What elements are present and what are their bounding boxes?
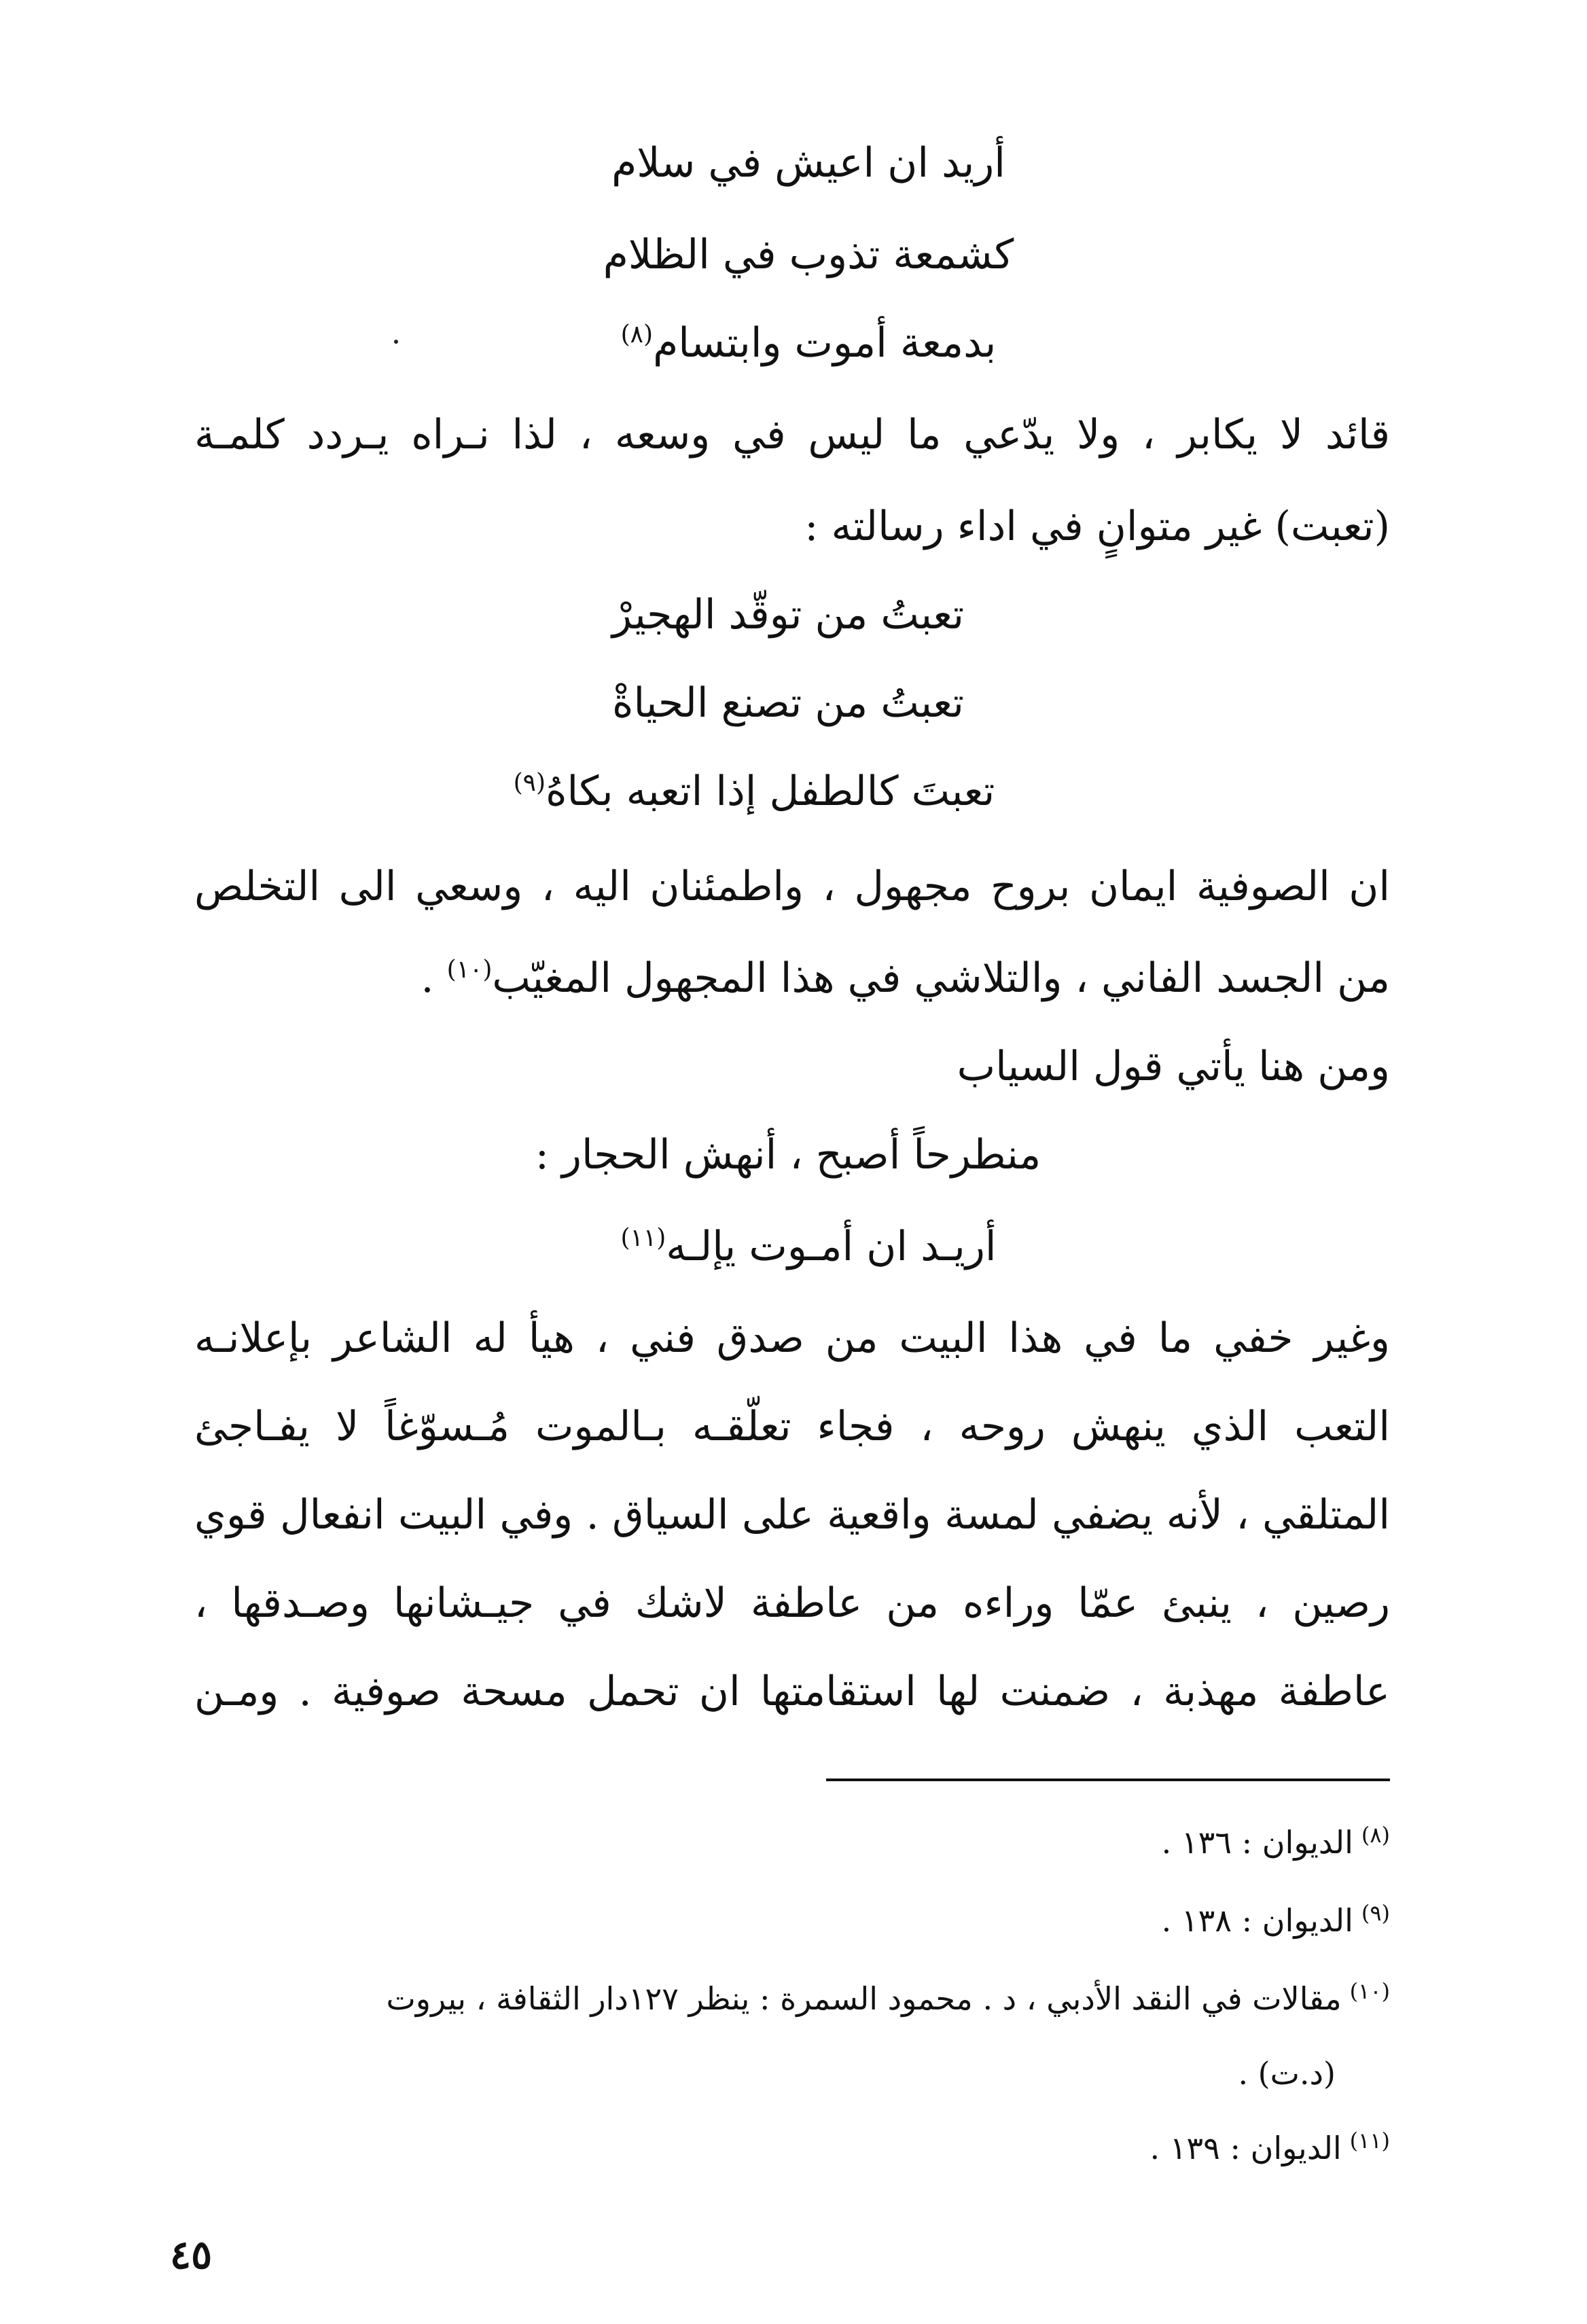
para4-line-5 [194,1664,1390,1719]
footnote-10-continuation-text: (د.ت) . [1238,2055,1336,2092]
footnote-11-text: الديوان : ١٣٩ . [1149,2130,1342,2166]
poem1-line-3-text: بدمعة أموت وابتسام [653,319,997,367]
footnote-separator [826,1778,1390,1781]
para4-line-3-text: المتلقي ، لأنه يضفي لمسة واقعية على السياق . وفي البيت انفعال قوي [194,1491,1390,1539]
poem2-line-1-text: تعبتُ من توقّد الهجيرْ [611,591,965,639]
poem2-line-1 [530,588,1046,642]
poem1-line-1-text: أريد ان اعيش في سلام [611,139,1005,187]
footnote-10-continuation [1238,2052,1336,2095]
footnote-11 [1149,2126,1390,2170]
para4-line-3 [194,1488,1390,1542]
footnote-8-number: (٨) [1361,1821,1390,1848]
para1-line-2-text: (تعبت) غير متوانٍ في اداء رسالته : [804,503,1390,550]
poem2-line-3-text: تعبتَ كالطفل إذا اتعبه بكاهُ [546,768,995,815]
poem1-line-1 [530,136,1087,190]
poem2-line-3 [462,764,1046,819]
poem3-line-1-text: منطرحاً أصبح ، أنهش الحجار : [535,1131,1041,1179]
footnote-10-number: (١٠) [1349,1978,1390,2004]
para2-line-1 [194,859,1390,914]
para2-line-2-end: . [421,954,447,1002]
para2-note-ref: (١٠) [446,956,493,984]
poem1-line-3 [530,316,1087,370]
page-number: ٤٥ [170,2232,213,2278]
para3-text: ومن هنا يأتي قول السياب [957,1043,1390,1090]
footnote-9-number: (٩) [1361,1899,1390,1926]
footnote-10-text: مقالات في النقد الأدبي ، د . محمود السمرة : ينظر ١٢٧دار الثقافة ، بيروت [386,1980,1342,2017]
para1-line-1 [194,408,1390,462]
para4-line-1 [194,1311,1390,1365]
footnote-10 [386,1977,1390,2020]
para4-line-4-text: رصين ، ينبئ عمّا وراءه من عاطفة لاشك في جيـشانها وصـدقها ، [194,1579,1390,1627]
poem1-line-2-text: كشمعة تذوب في الظلام [603,231,1014,279]
footnote-9 [1162,1899,1390,1942]
para4-line-2-text: التعب الذي ينهش روحه ، فجاء تعلّقـه بـالموت مُـسوّغاً لا يفـاجئ [194,1403,1390,1450]
poem1-line-2 [530,228,1087,282]
poem2-line-2-text: تعبتُ من تصنع الحياةْ [612,679,964,727]
footnote-9-text: الديوان : ١٣٨ . [1161,1902,1353,1939]
poem2-line-2 [530,676,1046,730]
para4-line-2 [194,1399,1390,1454]
para1-line-2 [194,499,1390,554]
para1-line-1-text: قائد لا يكابر ، ولا يدّعي ما ليس في وسعه ، لذا نـراه يـردد كلمـة [194,411,1390,459]
para2-line-2-text: من الجسد الفاني ، والتلاشي في هذا المجهول المغيّب [492,954,1390,1002]
poem1-note-ref: (٨) [620,321,654,348]
poem2-note-ref: (٩) [513,769,546,797]
para3-line-1 [194,1039,1390,1094]
poem3-line-2-text: أريـد ان أمـوت يإلـه [666,1223,997,1270]
para2-line-1-text: ان الصوفية ايمان بروح مجهول ، واطمئنان اليه ، وسعي الى التخلص [194,863,1390,910]
scan-speck [394,340,398,344]
poem3-line-1 [476,1128,1101,1182]
footnote-8 [1162,1821,1390,1864]
poem3-note-ref: (١١) [620,1224,666,1252]
para4-line-4 [194,1576,1390,1630]
para4-line-1-text: وغير خفي ما في هذا البيت من صدق فني ، هيأ له الشاعر بإعلانـه [194,1315,1390,1362]
para4-line-5-text: عاطفة مهذبة ، ضمنت لها استقامتها ان تحمل مسحة صوفية . ومـن [194,1668,1390,1715]
footnote-11-number: (١١) [1349,2127,1390,2153]
poem3-line-2 [516,1219,1101,1274]
para2-line-2 [194,951,1390,1005]
footnote-8-text: الديوان : ١٣٦ . [1161,1824,1353,1861]
